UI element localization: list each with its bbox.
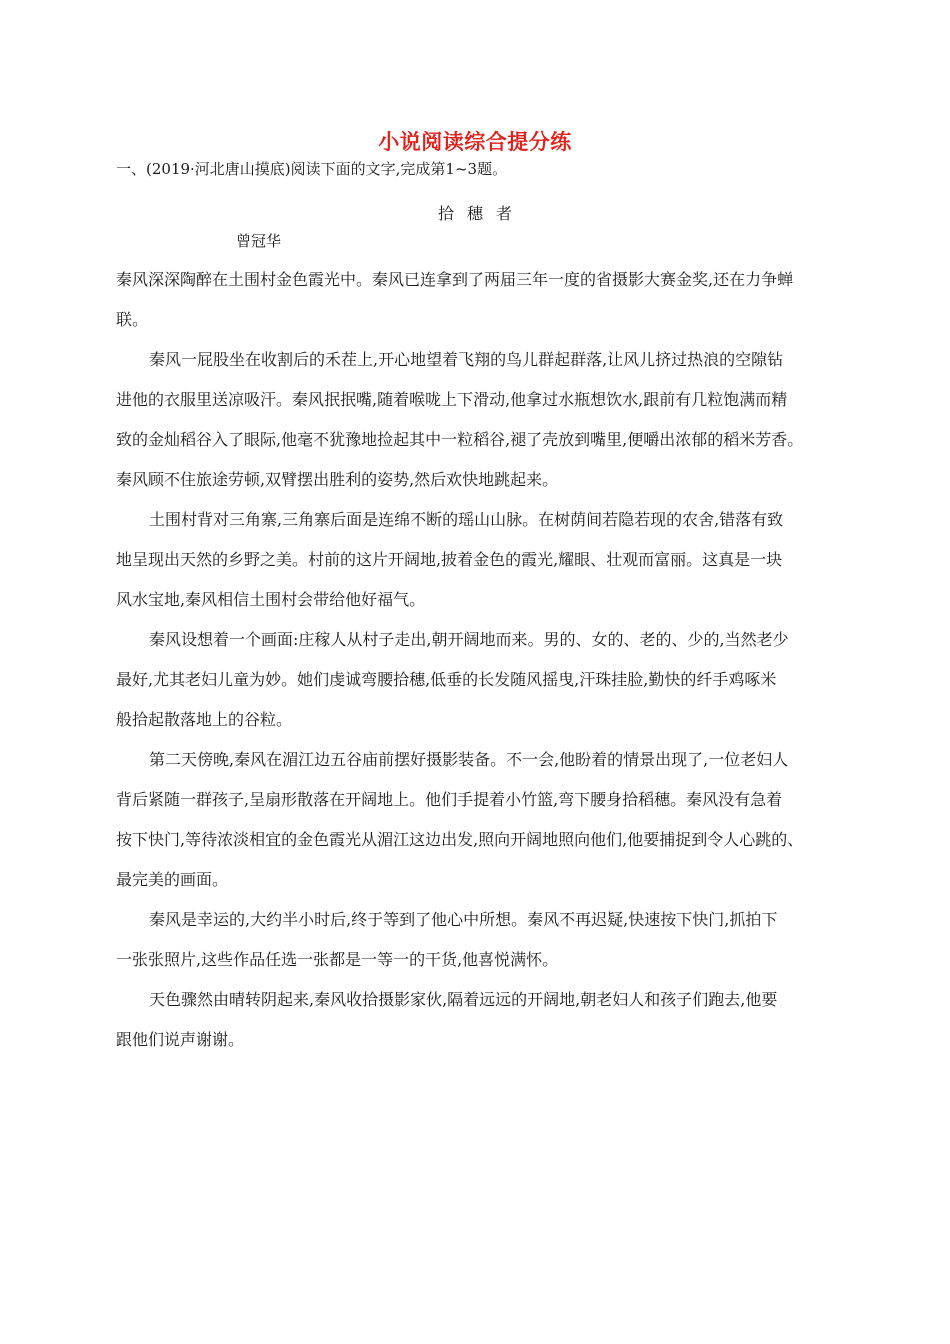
- text-line: 秦风一屁股坐在收割后的禾茬上,开心地望着飞翔的鸟儿群起群落,让风儿挤过热浪的空隙钻: [149, 350, 784, 369]
- story-body: [116, 260, 838, 1060]
- text-line: 天色骤然由晴转阴起来,秦风收拾摄影家伙,隔着远远的开阔地,朝老妇人和孩子们跑去,他要: [149, 990, 778, 1009]
- text-line: 秦风设想着一个画面:庄稼人从村子走出,朝开阔地而来。男的、女的、老的、少的,当然老少: [149, 630, 789, 649]
- text-line: 般拾起散落地上的谷粒。: [116, 710, 293, 729]
- text-line: 进他的衣服里送凉吸汗。秦风抿抿嘴,随着喉咙上下滑动,他拿过水瓶想饮水,跟前有几粒饱满而精: [116, 390, 788, 409]
- text-line: 联。: [116, 310, 149, 329]
- text-line: 按下快门,等待浓淡相宜的金色霞光从湄江这边出发,照向开阔地照向他们,他要捕捉到令人心跳的、: [116, 830, 804, 849]
- text-line: 背后紧随一群孩子,呈扇形散落在开阔地上。他们手提着小竹篮,弯下腰身拾稻穗。秦风没有急着: [116, 790, 783, 809]
- text-line: 最完美的画面。: [116, 870, 229, 889]
- text-line: 一张张照片,这些作品任选一张都是一等一的干货,他喜悦满怀。: [116, 950, 559, 969]
- text-line: 秦风顾不住旅途劳顿,双臂摆出胜利的姿势,然后欢快地跳起来。: [116, 470, 559, 489]
- story-author: 曾冠华: [236, 232, 282, 250]
- question-intro: 一、(2019·河北唐山摸底)阅读下面的文字,完成第1~3题。: [116, 160, 508, 178]
- text-line: 致的金灿稻谷入了眼际,他毫不犹豫地捡起其中一粒稻谷,褪了壳放到嘴里,便嚼出浓郁的稻米芳香。: [116, 430, 804, 449]
- text-line: 跟他们说声谢谢。: [116, 1030, 245, 1049]
- text-line: 地呈现出天然的乡野之美。村前的这片开阔地,披着金色的霞光,耀眼、壮观而富丽。这真是一块: [116, 550, 783, 569]
- text-line: 土围村背对三角寨,三角寨后面是连绵不断的瑶山山脉。在树荫间若隐若现的农舍,错落有致: [149, 510, 784, 529]
- text-line: 风水宝地,秦风相信土围村会带给他好福气。: [116, 590, 426, 609]
- text-line: 第二天傍晚,秦风在湄江边五谷庙前摆好摄影装备。不一会,他盼着的情景出现了,一位老妇人: [149, 750, 789, 769]
- document-title: 小说阅读综合提分练: [378, 130, 572, 154]
- text-line: 秦风是幸运的,大约半小时后,终于等到了他心中所想。秦风不再迟疑,快速按下快门,抓拍下: [149, 910, 778, 929]
- text-line: 秦风深深陶醉在土围村金色霞光中。秦风已连拿到了两届三年一度的省摄影大赛金奖,还在力争蝉: [116, 270, 794, 289]
- text-line: 最好,尤其老妇儿童为妙。她们虔诚弯腰拾穗,低垂的长发随风摇曳,汗珠挂脸,勤快的纤手鸡啄米: [116, 670, 777, 689]
- story-title: 拾穗者: [437, 204, 525, 223]
